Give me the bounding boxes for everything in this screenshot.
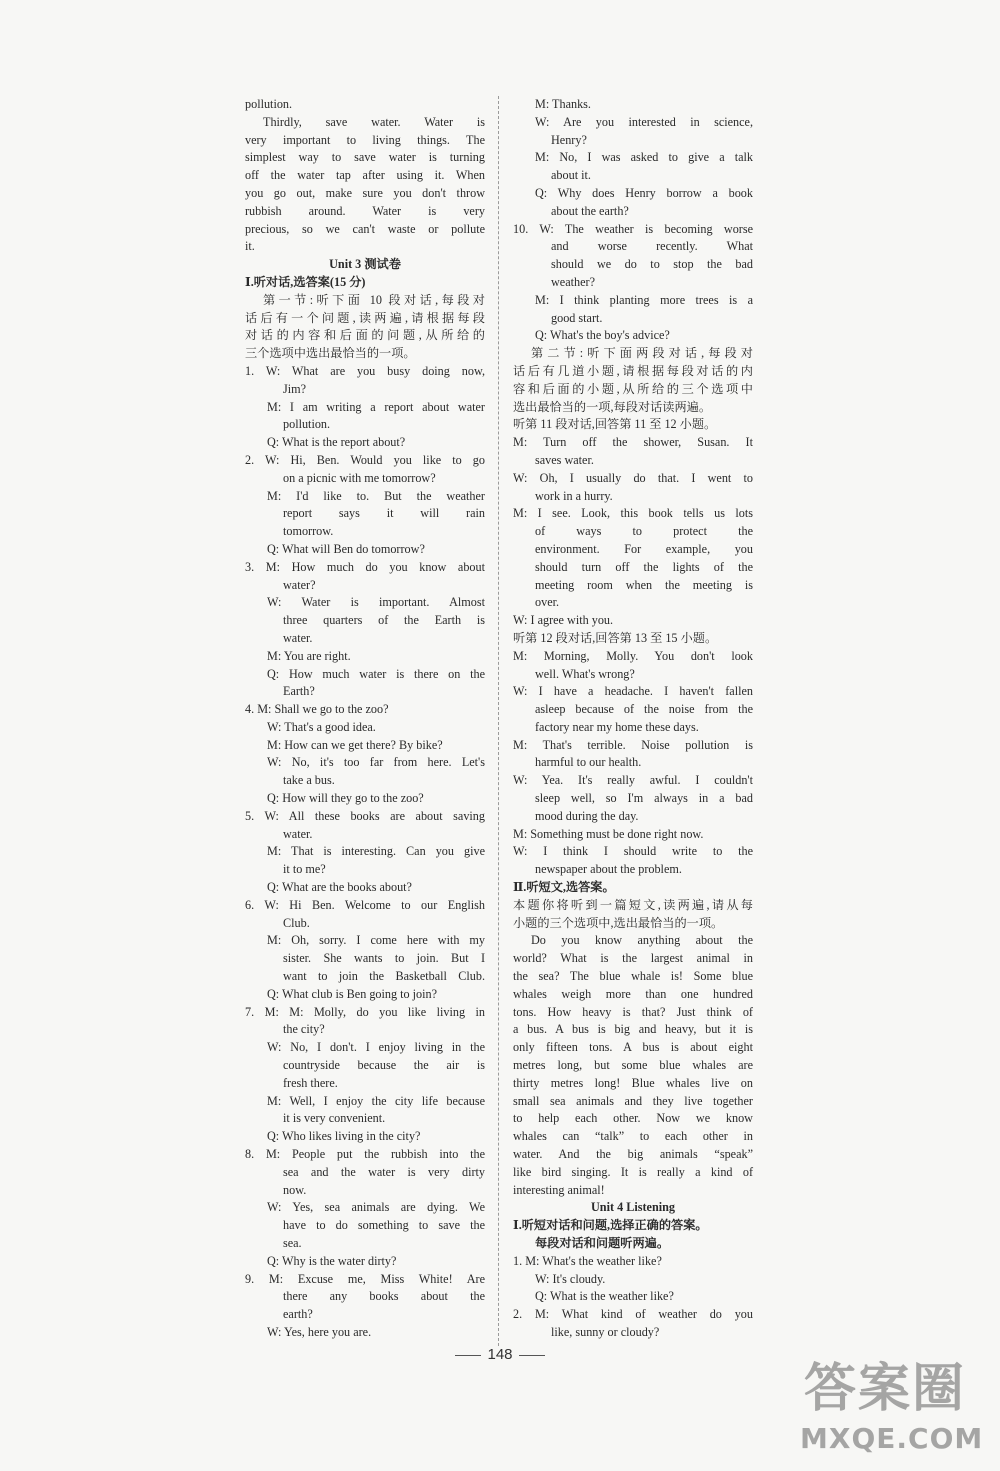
text-line: 话后有一个问题,读两遍,请根据每段 [245, 310, 485, 325]
watermark-logo [796, 1346, 986, 1461]
text-line: newspaper about the problem. [535, 862, 682, 877]
text-line: interesting animal! [513, 1182, 605, 1197]
text-line: Unit 3 测试卷 [329, 257, 401, 272]
text-line: whales can “talk” to each other in [513, 1129, 753, 1144]
text-line: Q: How much water is there on the [267, 666, 485, 681]
left-column [245, 96, 485, 1342]
text-line: and worse recently. What [551, 239, 753, 254]
text-line: Earth? [283, 684, 315, 699]
text-line: good start. [551, 310, 603, 325]
text-line: pollution. [283, 417, 331, 432]
text-line: W: I agree with you. [513, 613, 614, 628]
text-line: Ⅰ.听对话,选答案(15 分) [245, 274, 366, 289]
text-line: it. [245, 239, 255, 254]
text-line: 1. M: What's the weather like? [513, 1253, 662, 1268]
text-line: should we do to stop the bad [551, 257, 753, 272]
text-line: Q: What club is Ben going to join? [267, 986, 438, 1001]
text-line: 2. W: Hi, Ben. Would you like to go [245, 452, 485, 467]
text-line: tons. How heavy is that? Just think of [513, 1004, 753, 1019]
footer-dash-right [519, 1355, 545, 1356]
text-line: 6. W: Hi Ben. Welcome to our English [245, 897, 485, 912]
text-line: it is very convenient. [283, 1111, 386, 1126]
text-line: about it. [551, 168, 591, 183]
text-line: work in a hurry. [535, 488, 613, 503]
text-line: water? [283, 577, 316, 592]
text-line: water. And the big animals “speak” [513, 1147, 753, 1162]
text-line: water. [283, 630, 313, 645]
text-line: world? What is the largest animal in [513, 951, 753, 966]
text-line: off the water tap after using it. When [245, 168, 485, 183]
text-line: should turn off the lights of the [535, 559, 753, 574]
watermark-url: MXQE.COM [800, 1422, 984, 1455]
text-line: M: No, I was asked to give a talk [535, 150, 753, 165]
footer-dash-left [455, 1355, 481, 1356]
text-line: Q: What will Ben do tomorrow? [267, 541, 425, 556]
text-line: Q: What's the boy's advice? [535, 328, 670, 343]
text-line: 3. M: How much do you know about [245, 559, 485, 574]
text-line: W: Yes, sea animals are dying. We [267, 1200, 485, 1215]
text-line: over. [535, 595, 560, 610]
text-line: environment. For example, you [535, 541, 753, 556]
text-line: mood during the day. [535, 808, 639, 823]
text-line: M: Turn off the shower, Susan. It [513, 435, 753, 450]
text-line: Ⅱ.听短文,选答案。 [513, 880, 615, 895]
text-line: to help each other. Now we know [513, 1111, 753, 1126]
text-line: countryside because the air is [283, 1058, 485, 1073]
text-line: W: I have a headache. I haven't fallen [513, 684, 753, 699]
text-line: 第二节:听下面两段对话,每段对 [531, 346, 753, 361]
text-line: M: Morning, Molly. You don't look [513, 648, 753, 663]
text-line: Do you know anything about the [531, 933, 753, 948]
text-line: report says it will rain [283, 506, 485, 521]
text-line: small sea animals and they live together [513, 1093, 753, 1108]
text-line: whales weigh more than one hundred [513, 986, 753, 1001]
text-line: you go out, make sure you don't throw [245, 185, 485, 200]
text-line: M: Oh, sorry. I come here with my [267, 933, 485, 948]
text-line: very important to living things. The [245, 132, 485, 147]
text-line: Ⅰ.听短对话和问题,选择正确的答案。 [513, 1218, 708, 1233]
text-line: M: I am writing a report about water [267, 399, 485, 414]
text-line: harmful to our health. [535, 755, 642, 770]
text-line: W: Yea. It's really awful. I couldn't [513, 773, 753, 788]
text-line: sister. She wants to join. But I [283, 951, 485, 966]
text-line: 每段对话和问题听两遍。 [535, 1236, 670, 1250]
text-line: want to join the Basketball Club. [283, 969, 485, 984]
text-line: 话后有几道小题,请根据每段对话的内 [513, 363, 753, 378]
text-line: precious, so we can't waste or pollute [245, 221, 485, 236]
text-line: Q: What is the report about? [267, 435, 406, 450]
text-line: of ways to protect the [535, 524, 753, 539]
text-line: 9. M: Excuse me, Miss White! Are [245, 1271, 485, 1286]
page-number: 148 [487, 1346, 513, 1363]
text-line: like, sunny or cloudy? [551, 1324, 660, 1339]
text-line: 三个选项中选出最恰当的一项。 [245, 346, 416, 361]
text-line: now. [283, 1182, 307, 1197]
text-line: 10. W: The weather is becoming worse [513, 221, 753, 236]
text-line: Q: How will they go to the zoo? [267, 791, 424, 806]
text-line: 对话的内容和后面的问题,从所给的 [245, 328, 485, 343]
text-line: about the earth? [551, 203, 629, 218]
text-line: Club. [283, 915, 310, 930]
text-line: metres long, but some blue whales are [513, 1058, 753, 1073]
text-line: W: No, I don't. I enjoy living in the [267, 1040, 485, 1055]
text-line: 8. M: People put the rubbish into the [245, 1147, 485, 1162]
text-line: W: Oh, I usually do that. I went to [513, 470, 753, 485]
text-line: a bus. A bus is big and heavy, but it is [513, 1022, 753, 1037]
text-line: thirty metres long! Blue whales live on [513, 1075, 753, 1090]
text-line: there any books about the [283, 1289, 485, 1304]
text-line: it to me? [283, 862, 326, 877]
right-column [513, 96, 753, 1342]
text-line: Q: What are the books about? [267, 880, 412, 895]
text-line: 第一节:听下面 10 段对话,每段对 [263, 292, 485, 307]
text-line: W: Yes, here you are. [267, 1324, 372, 1339]
text-line: W: No, it's too far from here. Let's [267, 755, 485, 770]
text-line: saves water. [535, 452, 594, 467]
text-line: M: You are right. [267, 648, 351, 663]
text-line: M: Well, I enjoy the city life because [267, 1093, 485, 1108]
text-line: 本题你将听到一篇短文,读两遍,请从每 [513, 897, 753, 912]
text-line: W: Water is important. Almost [267, 595, 485, 610]
text-line: well. What's wrong? [535, 666, 635, 681]
text-line: three quarters of the Earth is [283, 613, 485, 628]
text-line: M: I think planting more trees is a [535, 292, 753, 307]
text-line: W: I think I should write to the [513, 844, 753, 859]
text-line: weather? [551, 274, 595, 289]
column-divider [498, 96, 499, 1346]
text-line: rubbish around. Water is very [245, 203, 485, 218]
text-line: Q: Why is the water dirty? [267, 1253, 397, 1268]
text-line: asleep because of the noise from the [535, 702, 753, 717]
text-line: the sea? The blue whale is! Some blue [513, 969, 753, 984]
text-line: 4. M: Shall we go to the zoo? [245, 702, 389, 717]
text-line: tomorrow. [283, 524, 334, 539]
text-line: 听第 12 段对话,回答第 13 至 15 小题。 [513, 630, 718, 645]
text-line: M: I see. Look, this book tells us lots [513, 506, 753, 521]
text-line: 听第 11 段对话,回答第 11 至 12 小题。 [513, 417, 717, 432]
text-line: Q: Why does Henry borrow a book [535, 185, 753, 200]
text-line: Jim? [283, 381, 307, 396]
text-line: Thirdly, save water. Water is [263, 114, 485, 129]
text-line: earth? [283, 1307, 313, 1322]
text-line: W: That's a good idea. [267, 719, 376, 734]
text-line: M: That's terrible. Noise pollution is [513, 737, 753, 752]
text-line: 2. M: What kind of weather do you [513, 1307, 753, 1322]
text-line: on a picnic with me tomorrow? [283, 470, 436, 485]
text-line: fresh there. [283, 1075, 338, 1090]
text-line: M: That is interesting. Can you give [267, 844, 485, 859]
text-line: 选出最恰当的一项,每段对话读两遍。 [513, 399, 712, 414]
text-line: M: I'd like to. But the weather [267, 488, 485, 503]
text-line: water. [283, 826, 313, 841]
text-line: M: Thanks. [535, 97, 591, 111]
text-line: W: It's cloudy. [535, 1271, 606, 1286]
text-line: M: How can we get there? By bike? [267, 737, 443, 752]
text-line: pollution. [245, 97, 293, 111]
text-line: Henry? [551, 132, 587, 147]
text-line: simplest way to save water is turning [245, 150, 485, 165]
text-line: 小题的三个选项中,选出最恰当的一项。 [513, 915, 724, 930]
text-line: M: Something must be done right now. [513, 826, 704, 841]
text-line: 7. M: M: Molly, do you like living in [245, 1004, 485, 1019]
text-line: factory near my home these days. [535, 719, 699, 734]
text-line: the city? [283, 1022, 325, 1037]
text-line: 1. W: What are you busy doing now, [245, 363, 485, 378]
text-line: Unit 4 Listening [591, 1200, 675, 1215]
text-line: have to do something to save the [283, 1218, 485, 1233]
text-line: sea and the water is very dirty [283, 1164, 485, 1179]
text-line: like bird singing. It is really a kind of [513, 1164, 753, 1179]
text-line: only fifteen tons. A bus is about eight [513, 1040, 753, 1055]
text-line: sleep well, so I'm always in a bad [535, 791, 753, 806]
text-line: 容和后面的小题,从所给的三个选项中 [513, 381, 753, 396]
text-line: Q: What is the weather like? [535, 1289, 674, 1304]
text-line: Q: Who likes living in the city? [267, 1129, 421, 1144]
text-line: 5. W: All these books are about saving [245, 808, 485, 823]
watermark-text: 答案圈 [804, 1359, 967, 1419]
text-line: sea. [283, 1236, 302, 1250]
text-line: take a bus. [283, 773, 335, 788]
text-line: W: Are you interested in science, [535, 114, 753, 129]
text-line: meeting room when the meeting is [535, 577, 753, 592]
